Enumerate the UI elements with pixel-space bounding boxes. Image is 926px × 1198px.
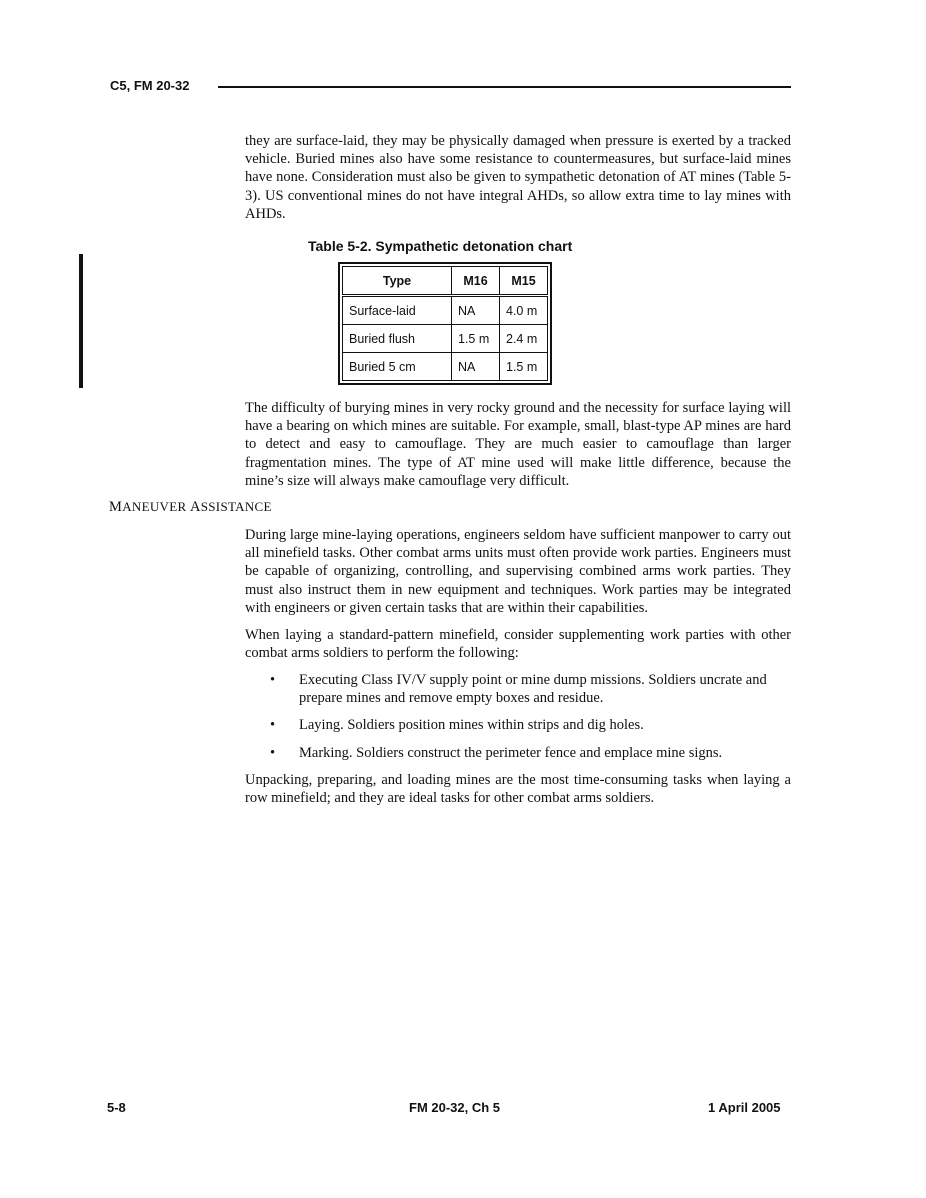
bullet-text: Marking. Soldiers construct the perimeter fence and emplace mine signs. bbox=[299, 745, 723, 761]
heading-letter-m: M bbox=[109, 499, 123, 515]
cell-type: Buried 5 cm bbox=[343, 353, 452, 381]
detonation-table bbox=[338, 262, 552, 385]
cell-m15: 4.0 m bbox=[500, 296, 548, 325]
paragraph-standard-pattern: When laying a standard-pattern minefield, consider supplementing work parties with other combat arms soldiers to perform the following: bbox=[245, 627, 791, 662]
header-m15: M15 bbox=[500, 267, 548, 296]
table-row bbox=[343, 353, 548, 381]
cell-m15: 2.4 m bbox=[500, 325, 548, 353]
footer-date: 1 April 2005 bbox=[708, 1100, 781, 1115]
header-document-code: C5, FM 20-32 bbox=[110, 78, 190, 93]
change-bar bbox=[79, 254, 83, 388]
section-heading bbox=[109, 499, 272, 516]
table-title: Table 5-2. Sympathetic detonation chart bbox=[308, 238, 573, 254]
cell-m16: 1.5 m bbox=[452, 325, 500, 353]
header-type: Type bbox=[343, 267, 452, 296]
bullet-text: Laying. Soldiers position mines within strips and dig holes. bbox=[299, 717, 644, 733]
header-rule bbox=[218, 86, 791, 88]
paragraph-rocky-ground: The difficulty of burying mines in very rocky ground and the necessity for surface laying will have a bearing on which mines are suitable. For example, small, blast-type AP mines are hard to detect and easy to camouflage. They are much easier to camouflage than larger fragmentation mines. The type of AT mine used will make little difference, because the mine’s size will always make camouflage very difficult. bbox=[245, 400, 791, 489]
bullet-item bbox=[270, 744, 791, 762]
heading-text-1: ANEUVER bbox=[122, 499, 190, 514]
table-row bbox=[343, 296, 548, 325]
footer-page-number: 5-8 bbox=[107, 1100, 126, 1115]
bullet-marker: • bbox=[270, 672, 276, 688]
cell-m16: NA bbox=[452, 296, 500, 325]
bullet-text: Executing Class IV/V supply point or mine dump missions. Soldiers uncrate and prepare mines and remove empty boxes and residue. bbox=[299, 672, 767, 707]
cell-m15: 1.5 m bbox=[500, 353, 548, 381]
table-row bbox=[343, 325, 548, 353]
footer-document: FM 20-32, Ch 5 bbox=[409, 1100, 501, 1115]
paragraph-unpacking: Unpacking, preparing, and loading mines are the most time-consuming tasks when laying a row minefield; and they are ideal tasks for other combat arms soldiers. bbox=[245, 772, 791, 807]
bullet-item bbox=[270, 671, 791, 707]
cell-type: Buried flush bbox=[343, 325, 452, 353]
heading-text-2: SSISTANCE bbox=[200, 499, 272, 514]
bullet-item bbox=[270, 716, 791, 734]
header-m16: M16 bbox=[452, 267, 500, 296]
cell-m16: NA bbox=[452, 353, 500, 381]
cell-type: Surface-laid bbox=[343, 296, 452, 325]
heading-letter-a: A bbox=[189, 499, 201, 515]
table-header-row bbox=[343, 267, 548, 296]
intro-paragraph: they are surface-laid, they may be physically damaged when pressure is exerted by a tracked vehicle. Buried mines also have some resistance to countermeasures, but surface-laid mines have none. Consideration must also be given to sympathetic detonation of AT mines (Table 5-3). US conventional mines do not have integral AHDs, so allow extra time to lay mines with AHDs. bbox=[245, 133, 791, 222]
bullet-marker: • bbox=[270, 717, 276, 733]
bullet-marker: • bbox=[270, 745, 276, 761]
paragraph-mine-laying: During large mine-laying operations, engineers seldom have sufficient manpower to carry out all minefield tasks. Other combat arms units must often provide work parties. Engineers must be capable of organizing, controlling, and supervising combined arms work parties. They must also instruct them in new equipment and techniques. Work parties may be integrated with engineers or given certain tasks that are within their capabilities. bbox=[245, 527, 791, 616]
